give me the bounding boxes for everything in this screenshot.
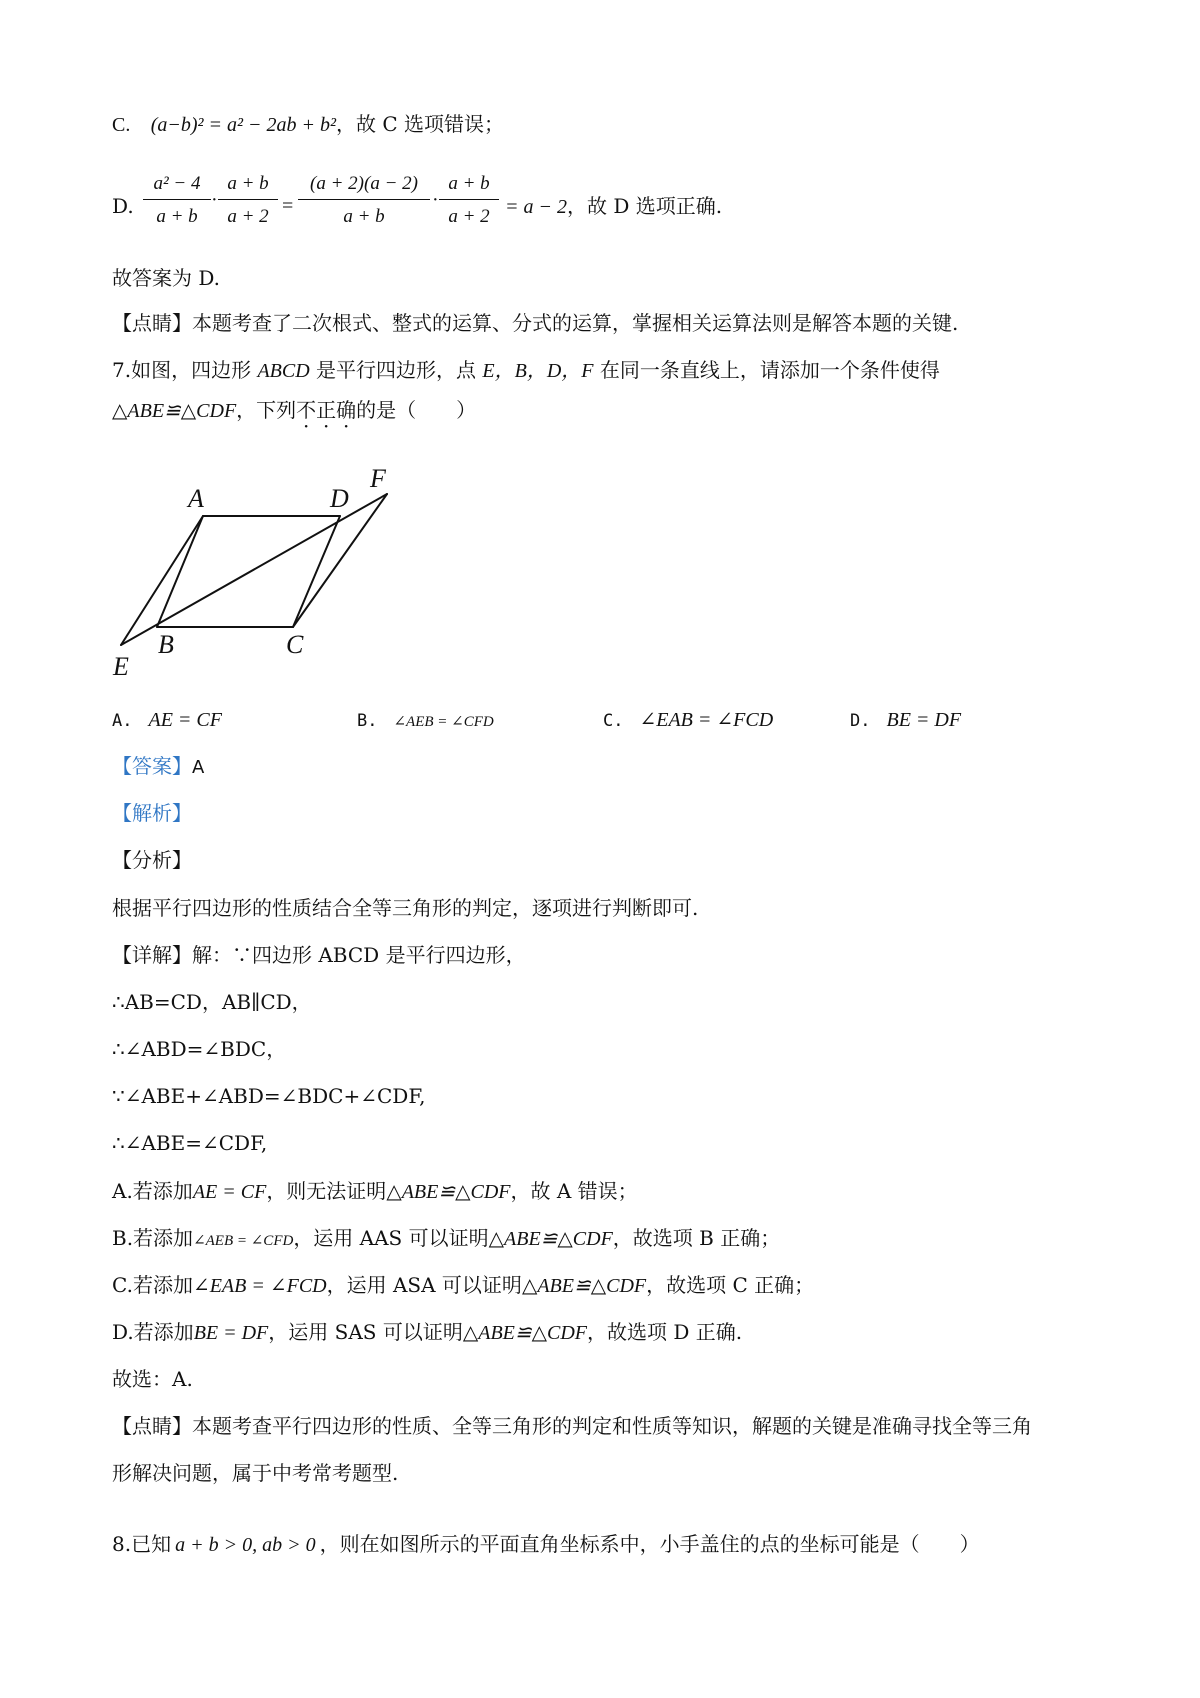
- option-d-result-line: [505, 196, 722, 217]
- point-label-f: F: [370, 464, 386, 493]
- analysis-text: ，运用 AAS 可以证明: [293, 1226, 489, 1250]
- option-c-text: ，故 C 选项错误；: [336, 112, 505, 136]
- fraction-denominator: a + b: [156, 206, 198, 227]
- analysis-math: BE = DF: [193, 1322, 269, 1344]
- option-d-fraction-2: [218, 173, 278, 228]
- emphasis-char: 正: [316, 398, 337, 422]
- fenxi-text: 根据平行四边形的性质结合全等三角形的判定，逐项进行判断即可.: [112, 896, 699, 920]
- option-d-label: D.: [112, 194, 134, 218]
- stem-text: ，下列: [236, 398, 297, 422]
- equals-sign: =: [282, 195, 294, 217]
- dot-operator: ·: [211, 189, 218, 211]
- analysis-math: ∠AEB = ∠CFD: [193, 1233, 294, 1249]
- option-d-result: = a − 2: [505, 196, 567, 218]
- choose-line: 故选：A.: [112, 1367, 193, 1391]
- option-d-analysis: [112, 1322, 742, 1343]
- analysis-math: △ABE≌△CDF: [488, 1228, 613, 1250]
- analysis-text: A.若添加: [112, 1179, 193, 1203]
- option-expression: ∠AEB = ∠CFD: [393, 714, 494, 730]
- analysis-text: B.若添加: [112, 1226, 194, 1250]
- stem-text: 在同一条直线上，请添加一个条件使得: [599, 358, 940, 382]
- q7-comment-line-2: 形解决问题，属于中考常考题型.: [112, 1461, 399, 1485]
- point-label-a: A: [188, 484, 204, 513]
- analysis-text: ，故选项 C 正确；: [646, 1273, 815, 1297]
- point-label-d: D: [330, 484, 349, 513]
- comment-line: [112, 313, 958, 333]
- q7-option-b: [357, 707, 494, 731]
- emphasis-char: 不: [296, 398, 317, 422]
- option-label: D.: [850, 711, 871, 731]
- option-c-line: [112, 114, 504, 135]
- segment-ab: [157, 516, 203, 627]
- proof-step-1: ∴AB=CD，AB∥CD，: [112, 990, 312, 1014]
- detail-tag: 【详解】: [112, 943, 192, 967]
- analysis-text: C.若添加: [112, 1273, 193, 1297]
- analysis-text: ，运用 ASA 可以证明: [326, 1273, 522, 1297]
- point-label-b: B: [158, 630, 174, 659]
- q7-comment-line-1: [112, 1416, 1032, 1436]
- fraction-numerator: a² − 4: [143, 173, 211, 200]
- comment-text: 本题考查平行四边形的性质、全等三角形的判定和性质等知识，解题的关键是准确寻找全等三角: [192, 1414, 1032, 1438]
- analysis-text: D.若添加: [112, 1320, 194, 1344]
- comment-tag: 【点睛】: [112, 311, 192, 335]
- option-label: B.: [357, 711, 378, 731]
- analysis-math: △ABE≌△CDF: [521, 1275, 647, 1297]
- option-c-analysis: [112, 1275, 814, 1296]
- option-d-text: ，故 D 选项正确.: [567, 194, 723, 218]
- fraction-denominator: a + 2: [227, 206, 269, 227]
- stem-math: △ABE≌△CDF: [112, 400, 237, 422]
- comment-text: 本题考查了二次根式、整式的运算、分式的运算，掌握相关运算法则是解答本题的关键.: [192, 311, 959, 335]
- fraction-denominator: a + 2: [448, 206, 490, 227]
- option-d-fraction-1: [143, 173, 211, 228]
- fraction-numerator: a + b: [218, 173, 278, 200]
- option-d-fraction-3: [298, 173, 430, 228]
- answer-value: A: [192, 757, 205, 778]
- stem-math: E，B，D，F: [482, 360, 594, 382]
- stem-text: 7.如图，四边形: [112, 358, 252, 382]
- stem-math: a + b > 0, ab > 0: [175, 1534, 316, 1556]
- option-c-expression: (a−b)² = a² − 2ab + b²: [150, 114, 336, 136]
- analysis-math: △ABE≌△CDF: [386, 1181, 511, 1203]
- stem-text: ，则在如图所示的平面直角坐标系中，小手盖住的点的坐标可能是（ ）: [319, 1532, 980, 1556]
- answer-tag: 【答案】: [112, 754, 192, 778]
- option-a-analysis: [112, 1181, 638, 1202]
- q7-option-a: [112, 707, 222, 732]
- emphasis-char: 确: [336, 398, 357, 422]
- option-d-fraction-4: [439, 173, 499, 228]
- q7-option-c: [603, 707, 773, 732]
- fraction-denominator: a + b: [343, 206, 385, 227]
- proof-step-2: ∴∠ABD=∠BDC，: [112, 1037, 287, 1061]
- fenxi-tag: 【分析】: [112, 848, 192, 872]
- stem-math: ABCD: [257, 360, 310, 382]
- analysis-text: ，运用 SAS 可以证明: [268, 1320, 463, 1344]
- analysis-text: ，故 A 错误；: [510, 1179, 638, 1203]
- option-label: A.: [112, 711, 133, 731]
- stem-text: 8.已知: [112, 1532, 172, 1556]
- question-8-stem: [112, 1534, 980, 1555]
- proof-step-4: ∴∠ABE=∠CDF,: [112, 1131, 268, 1155]
- q7-option-d: [850, 707, 961, 732]
- option-c-label: C.: [112, 114, 131, 136]
- fraction-numerator: a + b: [439, 173, 499, 200]
- proof-step-3: ∵∠ABE+∠ABD=∠BDC+∠CDF,: [112, 1084, 426, 1108]
- analysis-text: ，故选项 B 正确；: [612, 1226, 781, 1250]
- option-label: C.: [603, 711, 624, 731]
- segment-ae: [121, 516, 203, 645]
- stem-text: 的是（ ）: [356, 398, 477, 422]
- stem-text: 是平行四边形，点: [316, 358, 477, 382]
- detail-line: [112, 945, 526, 965]
- fraction-numerator: (a + 2)(a − 2): [298, 173, 430, 200]
- analysis-text: ，故选项 D 正确.: [587, 1320, 743, 1344]
- dot-operator: ·: [432, 189, 439, 211]
- option-expression: AE = CF: [148, 709, 222, 731]
- analysis-tag: 【解析】: [112, 801, 192, 825]
- answer-line: 故答案为 D.: [112, 266, 221, 290]
- question-7-stem-line-2: [112, 400, 476, 421]
- option-expression: BE = DF: [886, 709, 962, 731]
- option-expression: ∠EAB = ∠FCD: [639, 709, 774, 731]
- analysis-math: AE = CF: [192, 1181, 267, 1203]
- analysis-text: ，则无法证明: [266, 1179, 387, 1203]
- point-label-e: E: [113, 652, 129, 681]
- analysis-math: △ABE≌△CDF: [462, 1322, 588, 1344]
- question-7-stem-line-1: [112, 360, 940, 381]
- point-label-c: C: [286, 630, 304, 659]
- analysis-math: ∠EAB = ∠FCD: [192, 1275, 327, 1297]
- option-b-analysis: [112, 1228, 780, 1249]
- parallelogram-figure: [100, 455, 400, 685]
- comment-tag: 【点睛】: [112, 1414, 192, 1438]
- segment-cf: [293, 494, 387, 627]
- detail-text: 解：∵四边形 ABCD 是平行四边形，: [192, 943, 526, 967]
- answer-section: [112, 756, 204, 777]
